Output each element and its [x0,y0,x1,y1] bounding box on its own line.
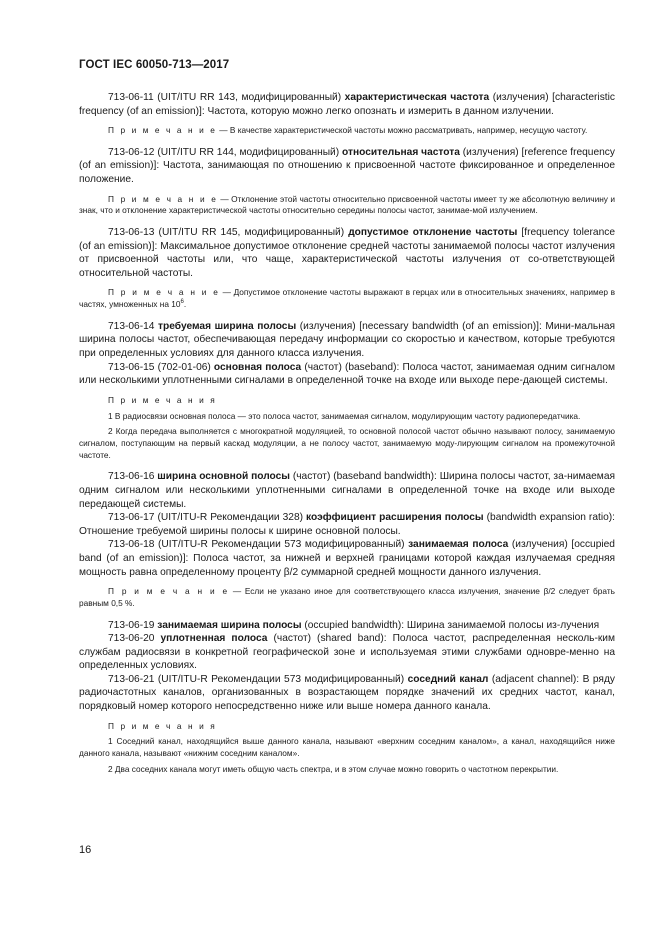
note-713-06-21-2: 2 Два соседних канала могут иметь общую часть спектра, и в этом случае можно говорить о частотном перекрытии. [108,763,559,774]
notes-heading-713-06-15: П р и м е ч а н и я [108,394,217,405]
term-name: занимаемая ширина полосы [157,619,302,631]
term-name: допустимое отклонение частоты [348,227,518,239]
term-name: коэффициент расширения полосы [306,512,484,524]
term-name: ширина основной полосы [157,471,290,483]
note-713-06-12: П р и м е ч а н и е — Отклонение этой частоты относительно присвоенной частоты имеет ту же абсолютную величину и знак, что и отклонение характеристической частоты относительно середины полосы частот, занимае-мой излучением. [79,193,615,216]
term-name: относительная частота [342,146,460,158]
term-name: уплотненная полоса [160,633,268,645]
notes-heading-713-06-21: П р и м е ч а н и я [108,720,217,731]
term-entry-713-06-17: 713-06-17 (UIT/ITU-R Рекомендации 328) коэффициент расширения полосы (bandwidth expansion ratio): Отношение требуемой ширины полосы к ширине основной полосы. [79,512,615,537]
term-entry-713-06-16: 713-06-16 ширина основной полосы (частот) (baseband bandwidth): Ширина полосы частот, за-нимаемая одним сигналом или несколькими уплотненными сигналами в определенной точке на входе или выходе передающей системы. [79,471,615,510]
note-713-06-15-2: 2 Когда передача выполняется с многократной модуляцией, то основной полосой частот обычно называют полосу, занимаемую сигналом, поступающим на первый каскад модуляции, а не полосу частот, занимаемую моду-лирующим сигналом на промежуточной частоте. [79,426,615,460]
document-body [79,91,615,775]
term-entry-713-06-18: 713-06-18 (UIT/ITU-R Рекомендации 573 модифицированный) занимаемая полоса (излучения) [occupied band (of an emission)]: Полоса частот, за нижней и верхней границами которой каждая излучаемая средняя мощность равна определенному проценту β/2 суммарной средней мощности данного излучения. [79,539,615,578]
term-entry-713-06-13: 713-06-13 (UIT/ITU RR 145, модифицированный) допустимое отклонение частоты [frequency tolerance (of an emission)]: Максимальное допустимое отклонение средней частоты занимаемой полосы частот излучения от присвоенной частоты или, что чаще, характеристической частоты излучения от со-ответствующей относительной частоты. [79,227,616,279]
term-name: основная полоса [213,361,302,373]
standard-header: ГОСТ IEC 60050-713—2017 [79,59,230,71]
note-713-06-21-1: 1 Соседний канал, находящийся выше данного канала, называют «верхним соседним каналом», а канал, находящийся ниже данного канала, называют «нижним соседним каналом». [79,736,615,759]
term-entry-713-06-11: 713-06-11 (UIT/ITU RR 143, модифицированный) характеристическая частота (излучения) [characteristic frequency (of an emission)]: Частота, которую можно легко опознать и измерить в данном излучении. [79,92,615,117]
term-name: требуемая ширина полосы [158,320,297,332]
term-name: характеристическая частота [344,92,490,103]
term-entry-713-06-15: 713-06-15 (702-01-06) основная полоса (частот) (baseband): Полоса частот, занимаемая одним сигналом или несколькими уплотненными сигналами в определенной точке на входе или выходе пере-дающей системы. [79,361,615,387]
note-713-06-13: П р и м е ч а н и е — Допустимое отклонение частоты выражают в герцах или в относительных значениях, например в частях, умноженных на $10^6$. [79,287,616,310]
page-number: 16 [79,844,92,856]
term-name: занимаемая полоса [408,539,509,551]
term-entry-713-06-20: 713-06-20 уплотненная полоса (частот) (shared band): Полоса частот, распределенная несколь-ким службам радиосвязи в конкретной географической зоне и используемая этими службами одновре-менно на определенных условиях. [79,633,616,672]
term-entry-713-06-14: 713-06-14 требуемая ширина полосы (излучения) [necessary bandwidth (of an emission)]: Мини-мальная ширина полосы частот, обеспечивающая передачу информации со скоростью и качеством, которые требуются при определенных условиях для данного класса излучения. [79,320,615,360]
term-entry-713-06-12: 713-06-12 (UIT/ITU RR 144, модифицированный) относительная частота (излучения) [reference frequency (of an emission)]: Частота, занимающая по отношению к присвоенной частоте фиксированное и определенное положение. [79,146,615,186]
note-713-06-15-1: 1 В радиосвязи основная полоса — это полоса частот, занимаемая сигналом, модулирующим частоту радиопередатчика. [108,410,581,421]
note-713-06-11: П р и м е ч а н и е — В качестве характеристической частоты можно рассматривать, например, несущую частоту. [108,125,588,136]
term-entry-713-06-19: 713-06-19 занимаемая ширина полосы (occupied bandwidth): Ширина занимаемой полосы из-лучения [108,619,600,631]
term-name: соседний канал [407,673,489,685]
term-entry-713-06-21: 713-06-21 (UIT/ITU-R Рекомендации 573 модифицированный) соседний канал (adjacent channel): В ряду радиочастотных каналов, организованных в возрастающем порядке значений их средних частот, канал, порядковый номер которого непосредственно ниже или выше номера данного канала. [79,673,615,713]
note-713-06-18: П р и м е ч а н и е — Если не указано иное для соответствующего класса излучения, значение β/2 следует брать равным 0,5 %. [79,586,615,608]
